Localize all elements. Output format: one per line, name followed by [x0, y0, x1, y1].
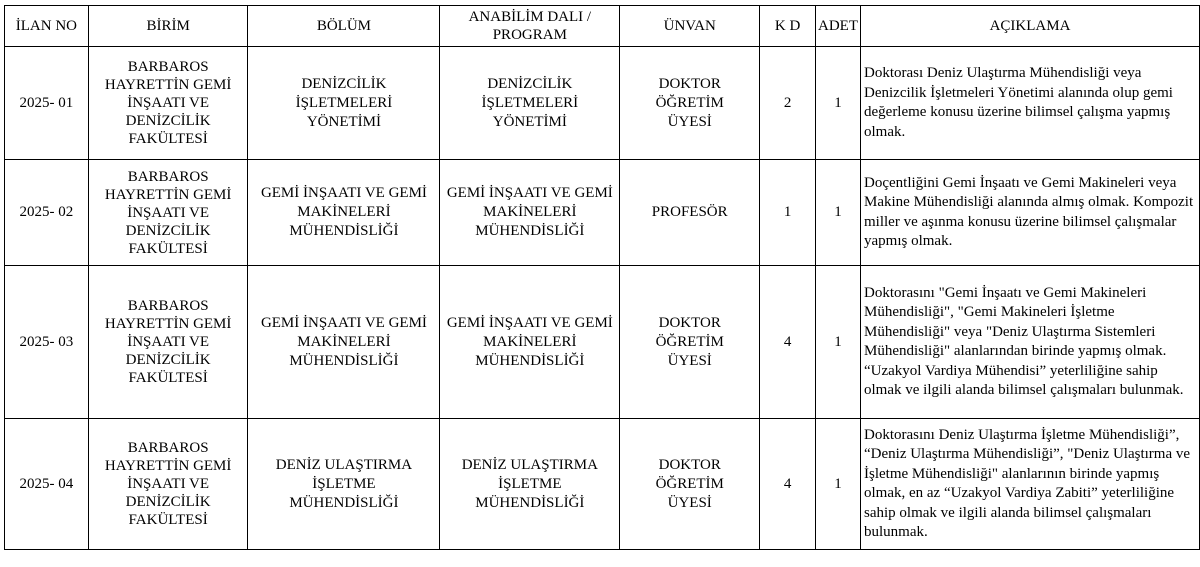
cell-bolum: DENİZ ULAŞTIRMA İŞLETME MÜHENDİSLİĞİ	[248, 419, 440, 550]
document-page	[4, 5, 1200, 550]
table-row	[5, 47, 1200, 160]
cell-ilan-no: 2025- 03	[5, 266, 89, 419]
cell-birim: BARBAROS HAYRETTİN GEMİ İNŞAATI VE DENİZCİLİK FAKÜLTESİ	[88, 419, 248, 550]
cell-unvan: DOKTOR ÖĞRETİM ÜYESİ	[620, 266, 760, 419]
header-kd: K D	[760, 6, 816, 47]
header-row	[5, 6, 1200, 47]
cell-aciklama: Doktorası Deniz Ulaştırma Mühendisliği veya Denizcilik İşletmeleri Yönetimi alanında olup gemi değerleme konusu üzerine bilimsel çalışma yapmış olmak.	[861, 47, 1200, 160]
cell-ilan-no: 2025- 01	[5, 47, 89, 160]
cell-birim: BARBAROS HAYRETTİN GEMİ İNŞAATI VE DENİZCİLİK FAKÜLTESİ	[88, 266, 248, 419]
table-row	[5, 160, 1200, 266]
header-bolum: BÖLÜM	[248, 6, 440, 47]
cell-kd: 4	[760, 419, 816, 550]
header-birim: BİRİM	[88, 6, 248, 47]
cell-kd: 4	[760, 266, 816, 419]
cell-bolum: GEMİ İNŞAATI VE GEMİ MAKİNELERİ MÜHENDİSLİĞİ	[248, 160, 440, 266]
header-adet: ADET	[816, 6, 861, 47]
job-listing-table	[4, 5, 1200, 550]
cell-anabilim: DENİZCİLİK İŞLETMELERİ YÖNETİMİ	[440, 47, 620, 160]
cell-ilan-no: 2025- 02	[5, 160, 89, 266]
table-row	[5, 266, 1200, 419]
cell-anabilim: GEMİ İNŞAATI VE GEMİ MAKİNELERİ MÜHENDİSLİĞİ	[440, 160, 620, 266]
cell-aciklama: Doktorasını Deniz Ulaştırma İşletme Mühendisliği”, “Deniz Ulaştırma Mühendisliği”, "Deniz Ulaştırma ve İşletme Mühendisliği" alanlarının birinde yapmış olmak, en az “Uzakyol Vardiya Zabiti” yeterliliğine sahip olmak ve ilgili alanda bilimsel çalışmaları bulunmak.	[861, 419, 1200, 550]
cell-birim: BARBAROS HAYRETTİN GEMİ İNŞAATI VE DENİZCİLİK FAKÜLTESİ	[88, 160, 248, 266]
cell-adet: 1	[816, 47, 861, 160]
cell-kd: 2	[760, 47, 816, 160]
cell-birim: BARBAROS HAYRETTİN GEMİ İNŞAATI VE DENİZCİLİK FAKÜLTESİ	[88, 47, 248, 160]
cell-unvan: DOKTOR ÖĞRETİM ÜYESİ	[620, 47, 760, 160]
cell-aciklama: Doçentliğini Gemi İnşaatı ve Gemi Makineleri veya Makine Mühendisliği alanında almış olmak. Kompozit miller ve aşınma konusu üzerine bilimsel çalışmalar yapmış olmak.	[861, 160, 1200, 266]
cell-bolum: DENİZCİLİK İŞLETMELERİ YÖNETİMİ	[248, 47, 440, 160]
cell-kd: 1	[760, 160, 816, 266]
cell-anabilim: DENİZ ULAŞTIRMA İŞLETME MÜHENDİSLİĞİ	[440, 419, 620, 550]
header-ilan-no: İLAN NO	[5, 6, 89, 47]
cell-bolum: GEMİ İNŞAATI VE GEMİ MAKİNELERİ MÜHENDİSLİĞİ	[248, 266, 440, 419]
cell-adet: 1	[816, 266, 861, 419]
cell-unvan: PROFESÖR	[620, 160, 760, 266]
cell-unvan: DOKTOR ÖĞRETİM ÜYESİ	[620, 419, 760, 550]
header-unvan: ÜNVAN	[620, 6, 760, 47]
cell-adet: 1	[816, 160, 861, 266]
cell-ilan-no: 2025- 04	[5, 419, 89, 550]
table-row	[5, 419, 1200, 550]
cell-adet: 1	[816, 419, 861, 550]
cell-aciklama: Doktorasını "Gemi İnşaatı ve Gemi Makineleri Mühendisliği", "Gemi Makineleri İşletme Mühendisliği" veya "Deniz Ulaştırma Sistemleri Mühendisliği" alanlarından birinde yapmış olmak. “Uzakyol Vardiya Mühendisi” yeterliliğine sahip olmak ve ilgili alanda bilimsel çalışmaları bulunmak.	[861, 266, 1200, 419]
header-aciklama: AÇIKLAMA	[861, 6, 1200, 47]
header-anabilim: ANABİLİM DALI / PROGRAM	[440, 6, 620, 47]
cell-anabilim: GEMİ İNŞAATI VE GEMİ MAKİNELERİ MÜHENDİSLİĞİ	[440, 266, 620, 419]
